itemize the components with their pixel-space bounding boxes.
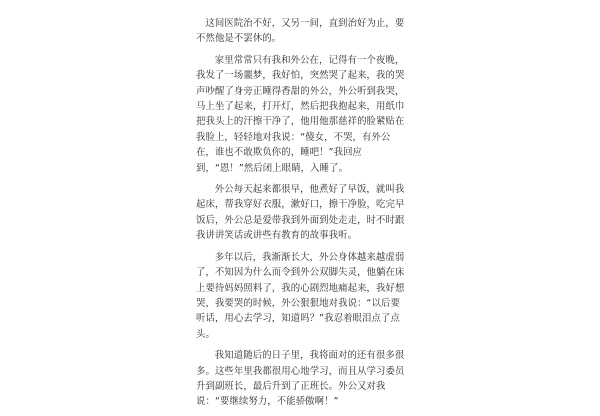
paragraph-5: 我知道随后的日子里，我将面对的还有很多很多。这些年里我都很用心地学习，而且从学习委员升到副班长，最后升到了正班长。外公又对我说：“要继续努力，不能骄傲啊！” [196,350,405,408]
paragraph-2: 家里常常只有我和外公在，记得有一个夜晚，我发了一场噩梦，我好怕，突然哭了起来，我的哭声吵醒了身旁正睡得香甜的外公，外公听到我哭，马上坐了起来，打开灯，然后把我抱起来，用纸巾把我头上的汗擦干净了，他用他那慈祥的脸紧贴在我脸上，轻轻地对我说：“傻女，不哭，有外公在，谁也不敢欺负你的，睡吧！”我回应到，“恩！”然后闭上眼睛，入睡了。 [196,54,405,174]
paragraph-3: 外公每天起来都很早，他煮好了早饭，就叫我起床，帮我穿好衣服，漱好口，擦干净脸，吃完早饭后，外公总是爱带我到外面到处走走，时不时跟我讲讲笑话或讲些有教育的故事我听。 [196,184,405,242]
document-body [196,16,408,416]
paragraph-1: 这间医院治不好，又另一间，直到治好为止，要不然他是不罢休的。 [196,18,405,45]
paragraph-4: 多年以后，我渐渐长大，外公身体越来越虚弱了，不知因为什么而令到外公双脚失灵，他躺在床上要待妈妈照料了，我的心剧烈地痛起来，我好想哭，我要哭的时候，外公狠狠地对我说：“以后要听话，用心去学习，知道吗？”我忍着眼泪点了点头。 [196,251,405,340]
